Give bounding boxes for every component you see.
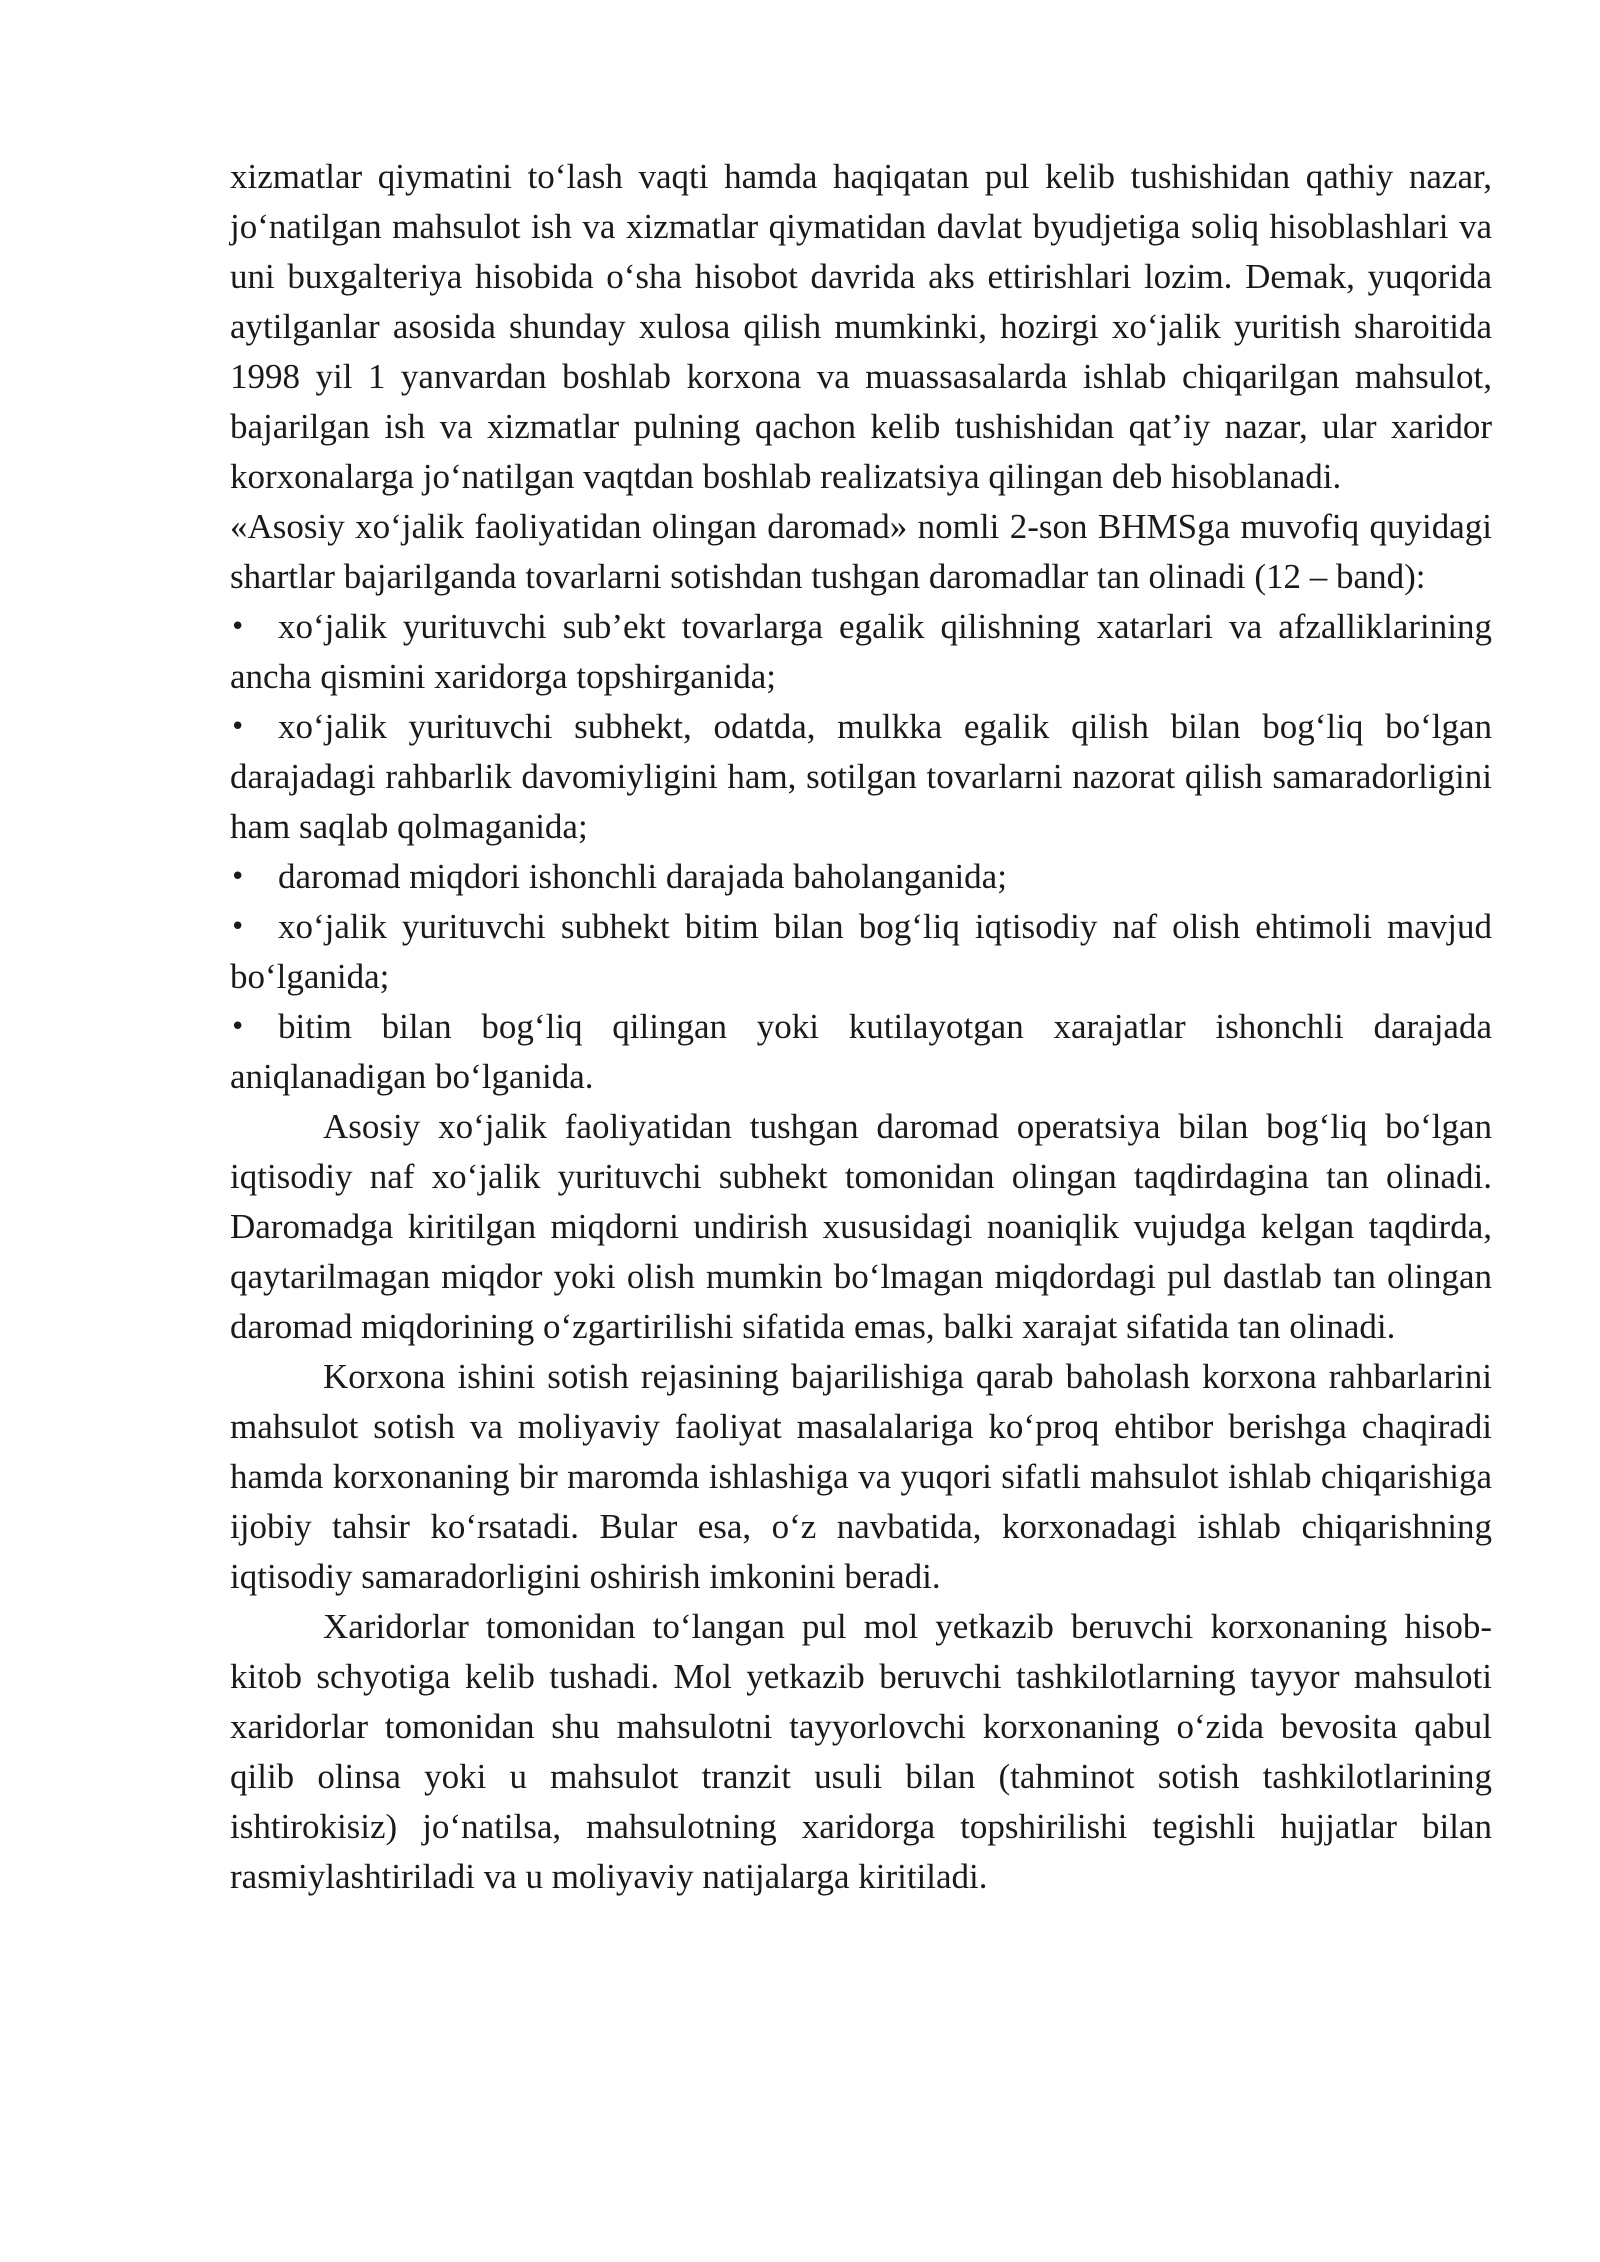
bullet-icon: • <box>230 912 246 942</box>
bullet-icon: • <box>230 712 246 742</box>
bullet-item-2 <box>230 702 1492 852</box>
bullet-icon: • <box>230 612 246 642</box>
paragraph-2: «Asosiy xo‘jalik faoliyatidan olingan daromad» nomli 2-son BHMSga muvofiq quyidagi shartlar bajarilganda tovarlarni sotishdan tushgan daromadlar tan olinadi (12 – band): <box>230 507 1492 596</box>
paragraph-4: Korxona ishini sotish rejasining bajarilishiga qarab baholash korxona rahbarlarini mahsulot sotish va moliyaviy faoliyat masalalariga ko‘proq ehtibor berishga chaqiradi hamda korxonaning bir maromda ishlashiga va yuqori sifatli mahsulot ishlab chiqarishiga ijobiy tahsir ko‘rsatadi. Bular esa, o‘z navbatida, korxonadagi ishlab chiqarishning iqtisodiy samaradorligini oshirish imkonini beradi. <box>230 1357 1492 1596</box>
bullet-text: xo‘jalik yurituvchi subhekt bitim bilan bog‘liq iqtisodiy naf olish ehtimoli mavjud bo‘lganida; <box>230 907 1492 996</box>
bullet-item-5 <box>230 1002 1492 1102</box>
bullet-text: xo‘jalik yurituvchi sub’ekt tovarlarga egalik qilishning xatarlari va afzalliklarining ancha qismini xaridorga topshirganida; <box>230 607 1492 696</box>
bullet-icon: • <box>230 1012 246 1042</box>
paragraph-5: Xaridorlar tomonidan to‘langan pul mol yetkazib beruvchi korxonaning hisob-kitob schyotiga kelib tushadi. Mol yetkazib beruvchi tashkilotlarning tayyor mahsuloti xaridorlar tomonidan shu mahsulotni tayyorlovchi korxonaning o‘zida bevosita qabul qilib olinsa yoki u mahsulot tranzit usuli bilan (tahminot sotish tashkilotlarining ishtirokisiz) jo‘natilsa, mahsulotning xaridorga topshirilishi tegishli hujjatlar bilan rasmiylashtiriladi va u moliyaviy natijalarga kiritiladi. <box>230 1607 1492 1896</box>
paragraph-1: xizmatlar qiymatini to‘lash vaqti hamda haqiqatan pul kelib tushishidan qathiy nazar, jo‘natilgan mahsulot ish va xizmatlar qiymatidan davlat byudjetiga soliq hisoblashlari va uni buxgalteriya hisobida o‘sha hisobot davrida aks ettirishlari lozim. Demak, yuqorida aytilganlar asosida shunday xulosa qilish mumkinki, hozirgi xo‘jalik yuritish sharoitida 1998 yil 1 yanvardan boshlab korxona va muassasalarda ishlab chiqarilgan mahsulot, bajarilgan ish va xizmatlar pulning qachon kelib tushishidan qat’iy nazar, ular xaridor korxonalarga jo‘natilgan vaqtdan boshlab realizatsiya qilingan deb hisoblanadi. <box>230 157 1492 496</box>
bullet-item-4 <box>230 902 1492 1002</box>
bullet-icon: • <box>230 862 246 892</box>
document-page <box>230 152 1492 1902</box>
bullet-text: xo‘jalik yurituvchi subhekt, odatda, mulkka egalik qilish bilan bog‘liq bo‘lgan darajadagi rahbarlik davomiyligini ham, sotilgan tovarlarni nazorat qilish samaradorligini ham saqlab qolmaganida; <box>230 707 1492 846</box>
paragraph-3: Asosiy xo‘jalik faoliyatidan tushgan daromad operatsiya bilan bog‘liq bo‘lgan iqtisodiy naf xo‘jalik yurituvchi subhekt tomonidan olingan taqdirdagina tan olinadi. Daromadga kiritilgan miqdorni undirish xususidagi noaniqlik vujudga kelgan taqdirda, qaytarilmagan miqdor yoki olish mumkin bo‘lmagan miqdordagi pul dastlab tan olingan daromad miqdorining o‘zgartirilishi sifatida emas, balki xarajat sifatida tan olinadi. <box>230 1107 1492 1346</box>
bullet-item-3 <box>230 852 1492 902</box>
bullet-text: bitim bilan bog‘liq qilingan yoki kutilayotgan xarajatlar ishonchli darajada aniqlanadigan bo‘lganida. <box>230 1007 1492 1096</box>
bullet-item-1 <box>230 602 1492 702</box>
bullet-list <box>230 602 1492 1102</box>
bullet-text: daromad miqdori ishonchli darajada baholanganida; <box>278 857 1007 896</box>
